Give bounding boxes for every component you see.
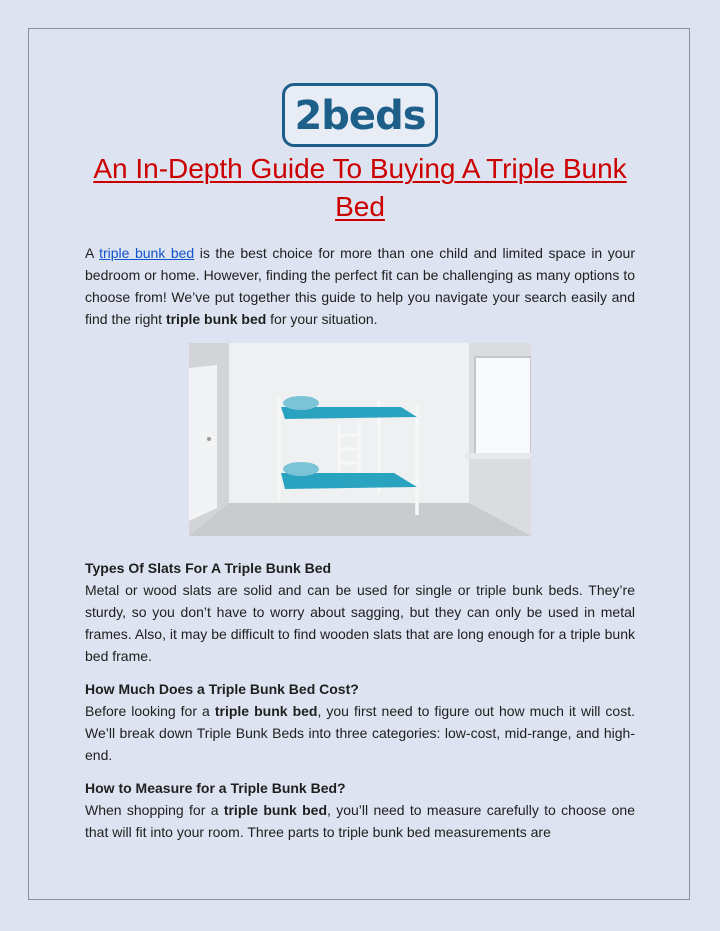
section-heading: How Much Does a Triple Bunk Bed Cost? — [85, 681, 359, 697]
bunk-bed-photo — [189, 343, 531, 536]
intro-middle: is the best choice for more than one child and limited space in your bedroom or home. However, finding the perfect fit can be challenging as many options to choose from! We’ve put together this guide to help you navigate your search easily and find the right — [85, 245, 635, 327]
brand-logo — [282, 83, 438, 147]
section-bold: triple bunk bed — [223, 802, 328, 818]
section-heading: Types Of Slats For A Triple Bunk Bed — [85, 560, 332, 576]
intro-suffix: for your situation. — [266, 311, 378, 327]
section-body: Before looking for a — [85, 703, 215, 719]
title-line-2: Bed — [335, 191, 385, 222]
title-line-1: An In-Depth Guide To Buying A Triple Bunk — [93, 153, 627, 184]
section-measure — [85, 777, 635, 843]
section-body-end: , you first need to figure out how much it will cost. We’ll break down Triple Bunk Beds into three categories: low-cost, mid-range, and high-end. — [85, 703, 636, 763]
section-body: When shopping for a — [85, 802, 224, 818]
section-bold: triple bunk bed — [214, 703, 318, 719]
section-heading: How to Measure for a Triple Bunk Bed? — [85, 780, 346, 796]
section-body-end: , you’ll need to measure carefully to choose one that will fit into your room. Three parts to triple bunk bed measurements are — [85, 802, 635, 840]
page-title — [60, 150, 660, 226]
section-slats — [85, 557, 635, 667]
intro-paragraph — [85, 242, 635, 330]
logo-text: 2beds — [294, 93, 426, 139]
intro-prefix: A — [85, 245, 100, 261]
section-cost — [85, 678, 635, 766]
triple-bunk-bed-link[interactable]: triple bunk bed — [99, 245, 195, 261]
section-body: Metal or wood slats are solid and can be used for single or triple bunk beds. They’re sturdy, so you don’t have to worry about sagging, but they can only be used in metal frames. Also, it may be difficult to find wooden slats that are long enough for a triple bunk bed frame. — [85, 582, 635, 664]
intro-bold: triple bunk bed — [165, 311, 267, 327]
